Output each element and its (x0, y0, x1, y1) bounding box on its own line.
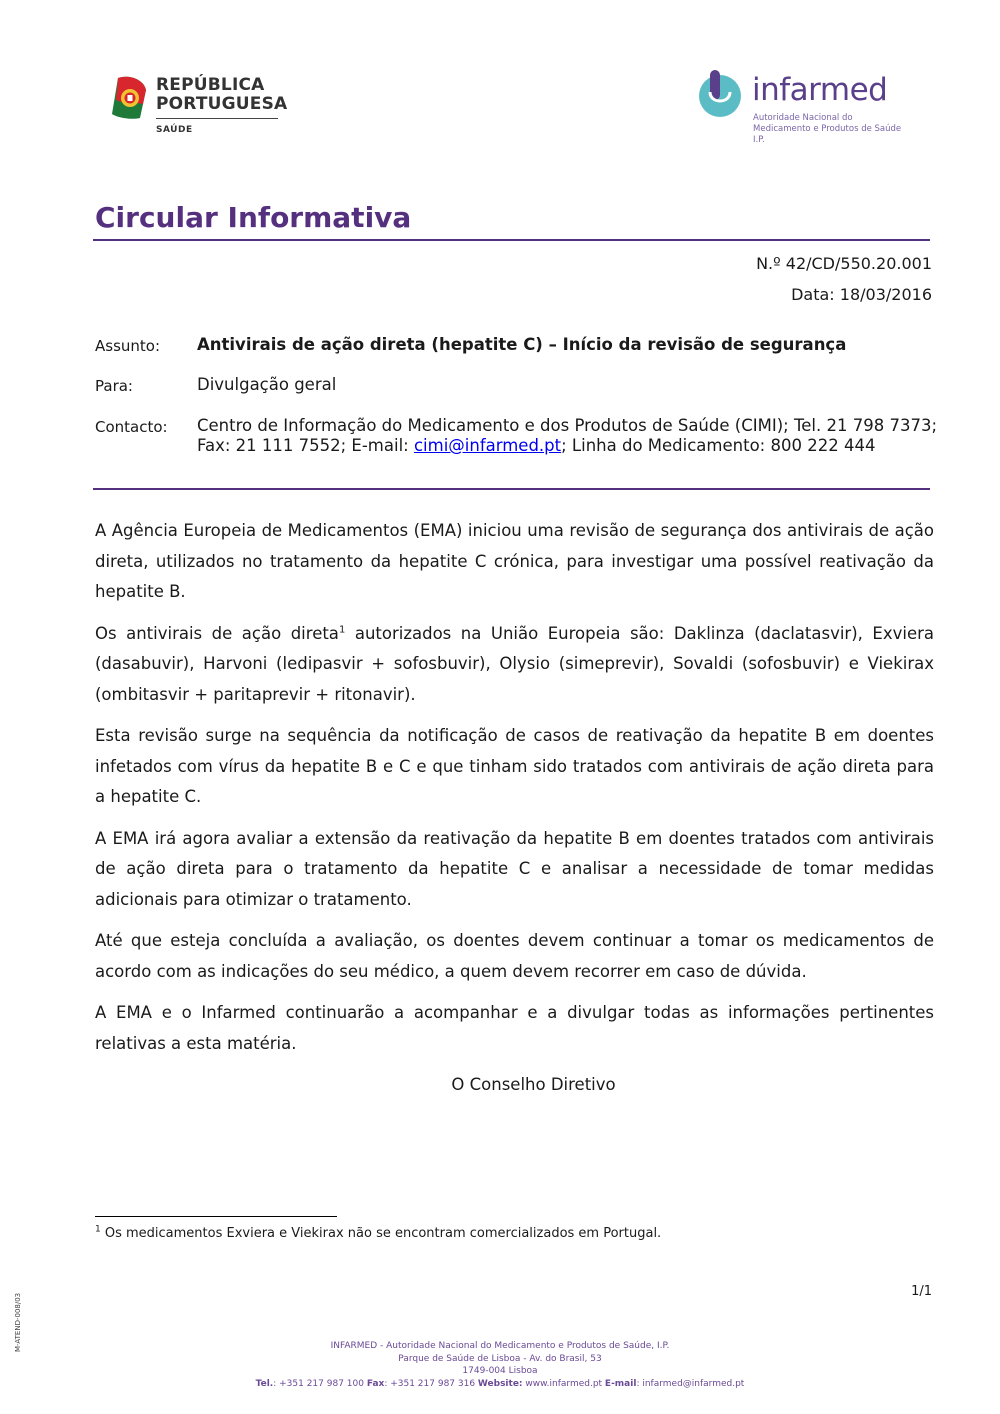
contact-text-after: ; Linha do Medicamento: 800 222 444 (561, 436, 876, 455)
recipient-label: Para: (95, 377, 133, 395)
document-title: Circular Informativa (95, 201, 412, 234)
footer-web-label: Website: (477, 1379, 523, 1390)
contact-email-link[interactable]: cimi@infarmed.pt (413, 436, 562, 455)
contact-value (197, 416, 937, 456)
footnote (95, 1226, 661, 1241)
page-footer (0, 1340, 1000, 1391)
subject-value: Antivirais de ação direta (hepatite C) – Início da revisão de segurança (197, 335, 847, 354)
infarmed-mark-icon (695, 70, 745, 120)
title-divider (93, 239, 930, 241)
footer-fax: : +351 217 987 316 (384, 1379, 478, 1390)
footer-email-label: E-mail (604, 1379, 637, 1390)
footer-website[interactable]: www.infarmed.pt (522, 1379, 605, 1390)
circular-number: N.º 42/CD/550.20.001 (756, 254, 932, 273)
paragraph-6: A EMA e o Infarmed continuarão a acompanhar e a divulgar todas as informações pertinentes relativas a esta matéria. (95, 1003, 934, 1053)
signature: O Conselho Diretivo (451, 1075, 616, 1094)
paragraph-1: A Agência Europeia de Medicamentos (EMA) iniciou uma revisão de segurança dos antivirais de ação direta, utilizados no tratamento da hepatite C crónica, para investigar uma possível reativação da hepatite B. (95, 521, 934, 601)
footer-postcode: 1749-004 Lisboa (462, 1366, 538, 1377)
subject-label: Assunto: (95, 337, 161, 355)
portuguese-emblem-icon (110, 74, 148, 122)
circular-date: Data: 18/03/2016 (791, 285, 932, 304)
paragraph-3: Esta revisão surge na sequência da notificação de casos de reativação da hepatite B em doentes infetados com vírus da hepatite B e C e que tinham sido tratados com antivirais de ação direta para a hepatite C. (95, 726, 934, 806)
footnote-divider (95, 1216, 337, 1217)
header-divider (93, 488, 930, 490)
logo-ministry-label: SAÚDE (156, 125, 193, 135)
paragraph-5: Até que esteja concluída a avaliação, os doentes devem continuar a tomar os medicamentos de acordo com as indicações do seu médico, a quem devem recorrer em caso de dúvida. (95, 931, 934, 981)
footer-fax-label: Fax (366, 1379, 385, 1390)
logo-line-republica: REPÚBLICA (156, 75, 265, 95)
body-text (95, 516, 934, 1100)
logo-line-portuguesa: PORTUGUESA (156, 94, 288, 114)
contact-text-before: Centro de Informação do Medicamento e dos Produtos de Saúde (CIMI); Tel. 21 798 7373; Fax: 21 111 7552; E-mail: (197, 416, 937, 455)
footer-tel: : +351 217 987 100 (273, 1379, 367, 1390)
contact-label: Contacto: (95, 418, 168, 436)
footer-contacts (0, 1378, 1000, 1391)
recipient-value: Divulgação geral (197, 375, 337, 394)
footnote-marker: 1 (95, 1224, 101, 1235)
republica-portuguesa-logo (110, 72, 310, 142)
paragraph-2-end: autorizados na União Europeia são: Daklinza (daclatasvir), Exviera (dasabuvir), Harvoni (ledipasvir + sofosbuvir), Olysio (simeprevir), Sovaldi (sofosbuvir) e Viekirax (ombitasvir + paritaprevir + ritonavir). (95, 623, 934, 704)
infarmed-wordmark: infarmed (752, 72, 888, 108)
footer-email[interactable]: : infarmed@infarmed.pt (636, 1379, 745, 1390)
footer-tel-label: Tel. (255, 1379, 274, 1390)
footer-address: Parque de Saúde de Lisboa - Av. do Brasil, 53 (398, 1353, 602, 1364)
infarmed-tagline: Autoridade Nacional do Medicamento e Produtos de Saúde I.P. (753, 113, 902, 145)
page-number: 1/1 (911, 1284, 932, 1299)
infarmed-logo (695, 68, 902, 145)
footer-org: INFARMED - Autoridade Nacional do Medicamento e Produtos de Saúde, I.P. (330, 1341, 670, 1351)
logo-divider (156, 118, 278, 119)
paragraph-2 (95, 619, 934, 711)
footnote-reference: 1 (338, 624, 346, 635)
paragraph-4: A EMA irá agora avaliar a extensão da reativação da hepatite B em doentes tratados com antivirais de ação direta para o tratamento da hepatite C e analisar a necessidade de tomar medidas adicionais para otimizar o tratamento. (95, 828, 934, 909)
form-code: M-ATEND-008/03 (14, 1292, 22, 1352)
footnote-text: Os medicamentos Exviera e Viekirax não se encontram comercializados em Portugal. (100, 1226, 662, 1241)
paragraph-2-start: Os antivirais de ação direta (95, 623, 339, 643)
